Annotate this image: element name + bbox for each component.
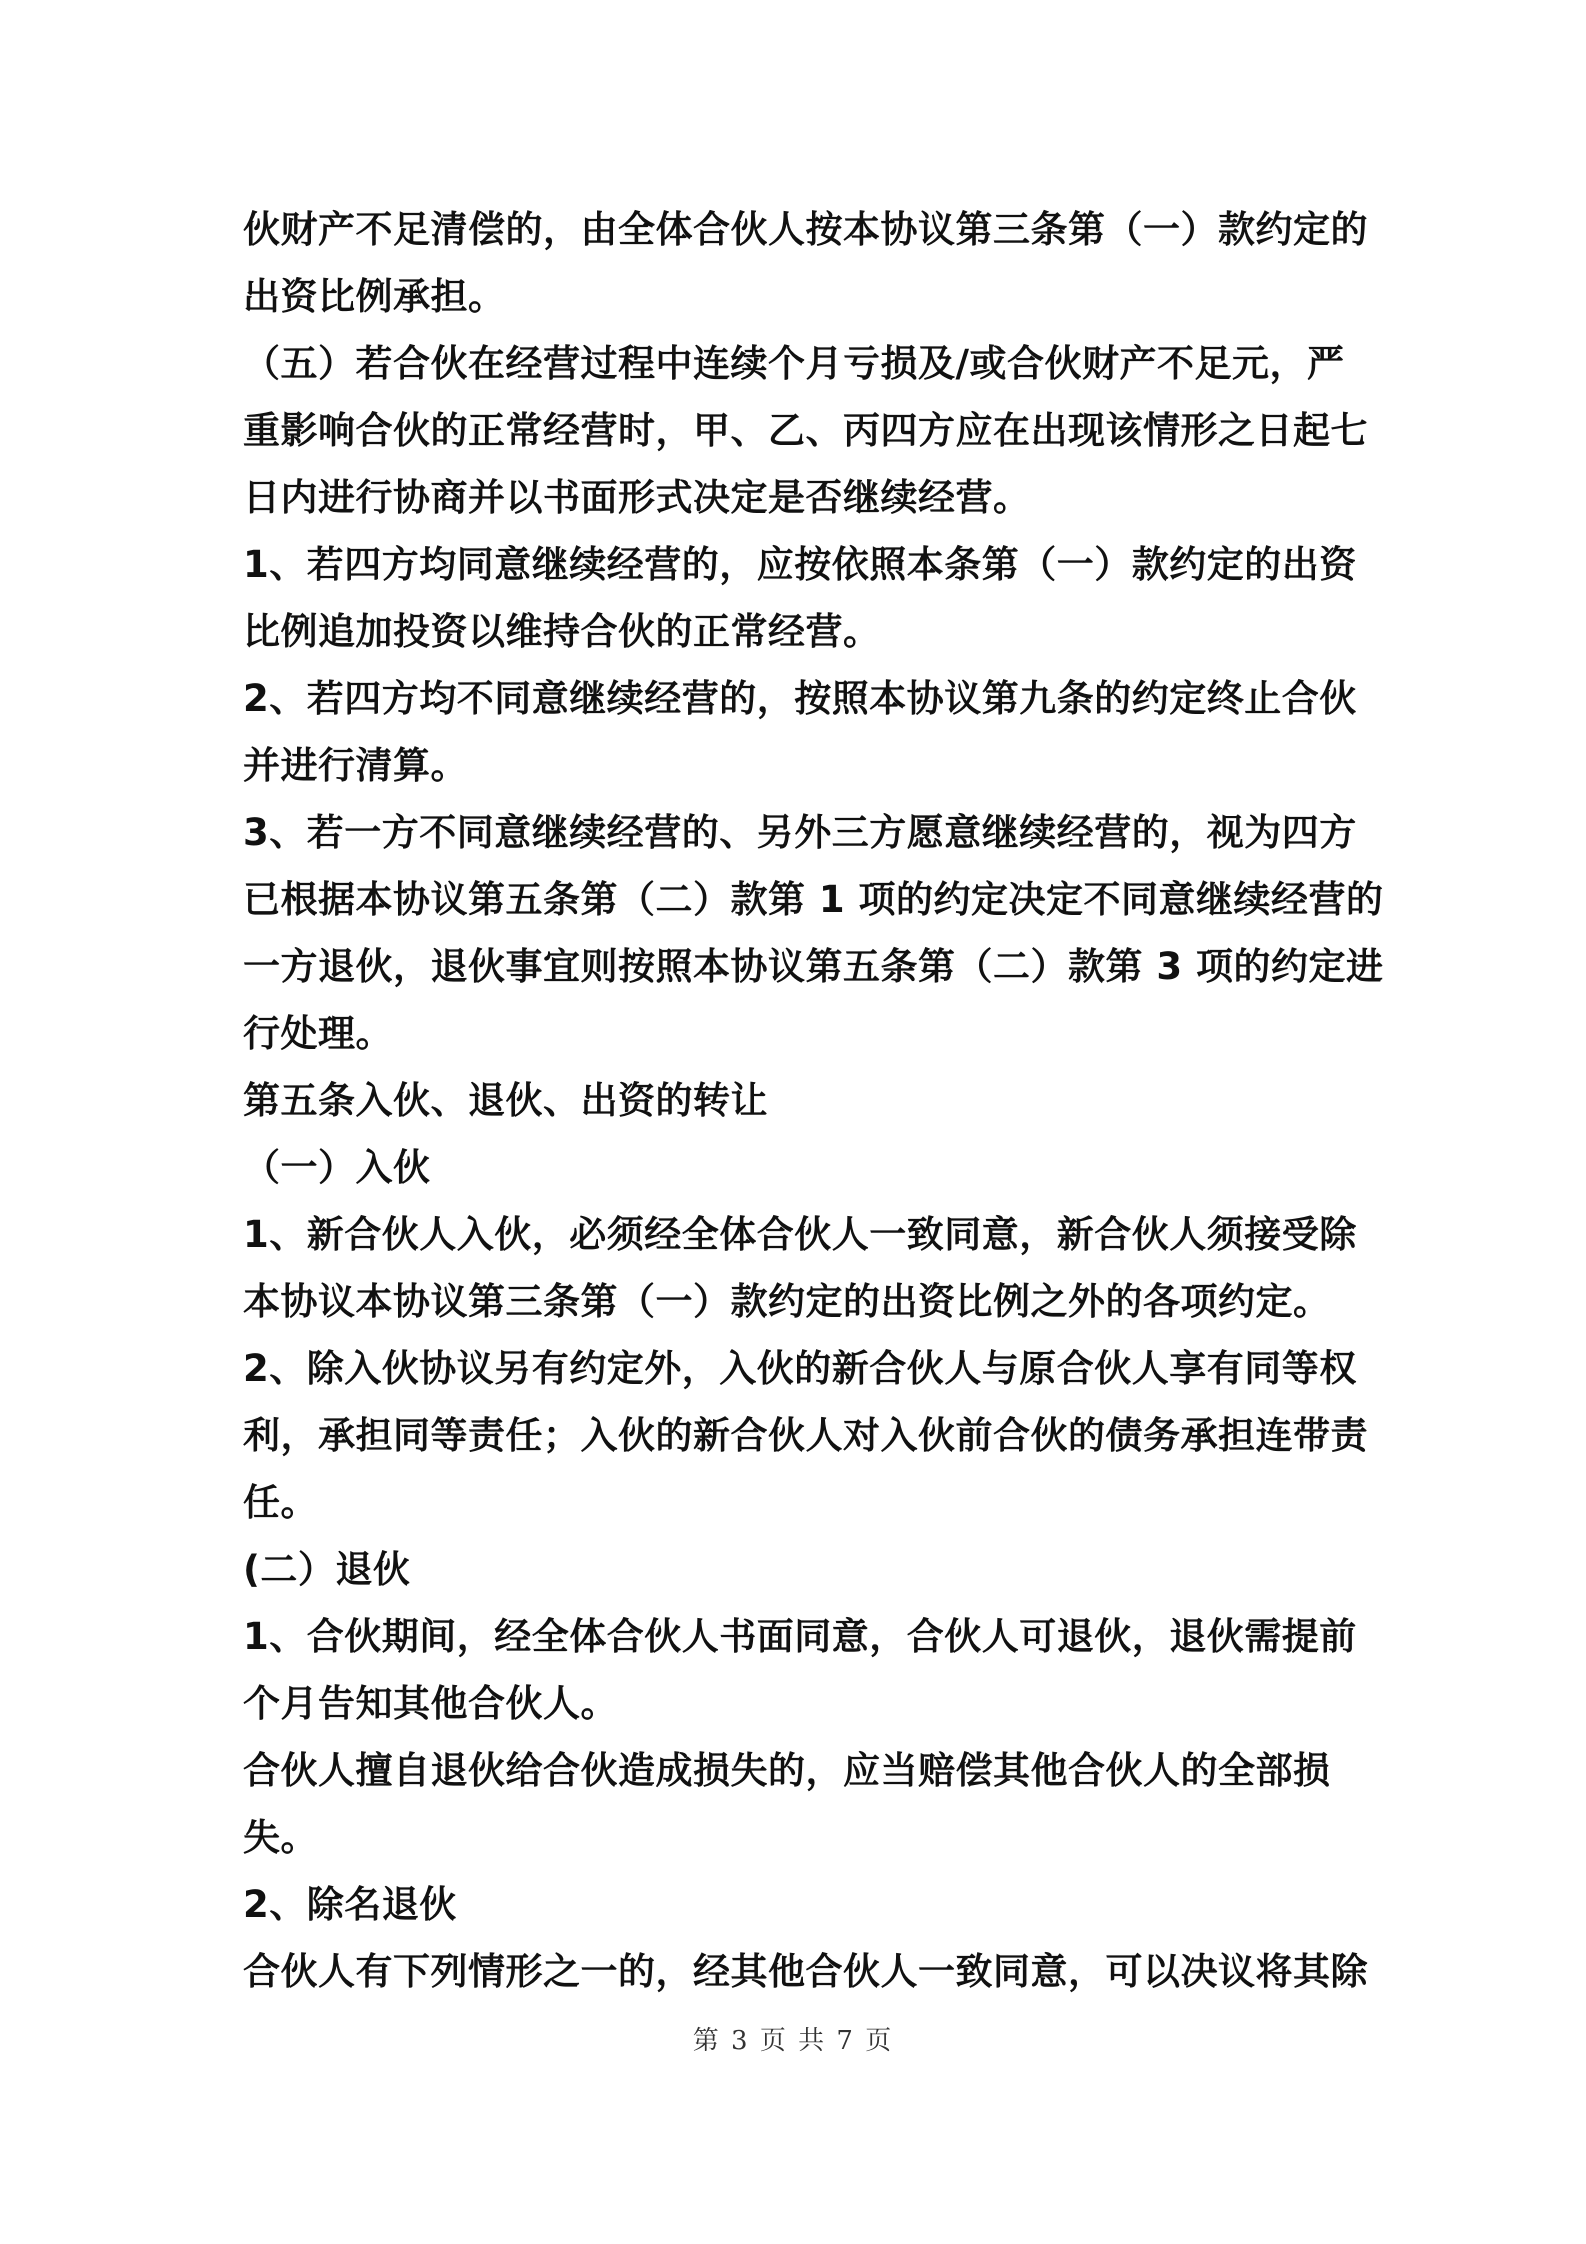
text-line: 合伙人有下列情形之一的，经其他合伙人一致同意，可以决议将其除 [243, 1950, 1368, 1993]
text-line: （五）若合伙在经营过程中连续个月亏损及/或合伙财产不足元，严 [243, 342, 1345, 385]
text-line: 3、若一方不同意继续经营的、另外三方愿意继续经营的，视为四方 [243, 811, 1357, 854]
text-line: 1、若四方均同意继续经营的，应按依照本条第（一）款约定的出资 [243, 543, 1357, 586]
document-body [243, 196, 1384, 2005]
text-line: 重影响合伙的正常经营时，甲、乙、丙四方应在出现该情形之日起七 [243, 409, 1368, 452]
text-line: 日内进行协商并以书面形式决定是否继续经营。 [243, 476, 1031, 519]
text-line: 1、新合伙人入伙，必须经全体合伙人一致同意，新合伙人须接受除 [243, 1213, 1357, 1256]
text-line: 比例追加投资以维持合伙的正常经营。 [243, 610, 881, 653]
text-line: 个月告知其他合伙人。 [243, 1682, 618, 1725]
text-line: 1、合伙期间，经全体合伙人书面同意，合伙人可退伙，退伙需提前 [243, 1615, 1357, 1658]
text-line: 失。 [243, 1816, 318, 1859]
text-line: 一方退伙，退伙事宜则按照本协议第五条第（二）款第 3 项的约定进 [243, 945, 1384, 988]
subsection-heading: （一）入伙 [243, 1146, 431, 1189]
text-line: 2、若四方均不同意继续经营的，按照本协议第九条的约定终止合伙 [243, 677, 1357, 720]
text-line: 任。 [243, 1481, 318, 1524]
text-line: 本协议本协议第三条第（一）款约定的出资比例之外的各项约定。 [243, 1280, 1331, 1323]
text-line: 行处理。 [243, 1012, 393, 1055]
text-line: 2、除名退伙 [243, 1883, 457, 1926]
text-line: 合伙人擅自退伙给合伙造成损失的，应当赔偿其他合伙人的全部损 [243, 1749, 1331, 1792]
text-line: 伙财产不足清偿的，由全体合伙人按本协议第三条第（一）款约定的 [243, 208, 1368, 251]
text-line: 2、除入伙协议另有约定外，入伙的新合伙人与原合伙人享有同等权 [243, 1347, 1357, 1390]
subsection-heading: (二）退伙 [243, 1548, 411, 1591]
page-number-footer: 第 3 页 共 7 页 [692, 2026, 894, 2056]
text-line: 已根据本协议第五条第（二）款第 1 项的约定决定不同意继续经营的 [243, 878, 1384, 921]
section-heading: 第五条入伙、退伙、出资的转让 [243, 1079, 768, 1122]
text-line: 出资比例承担。 [243, 275, 506, 318]
text-line: 并进行清算。 [243, 744, 468, 787]
text-line: 利，承担同等责任；入伙的新合伙人对入伙前合伙的债务承担连带责 [243, 1414, 1368, 1457]
